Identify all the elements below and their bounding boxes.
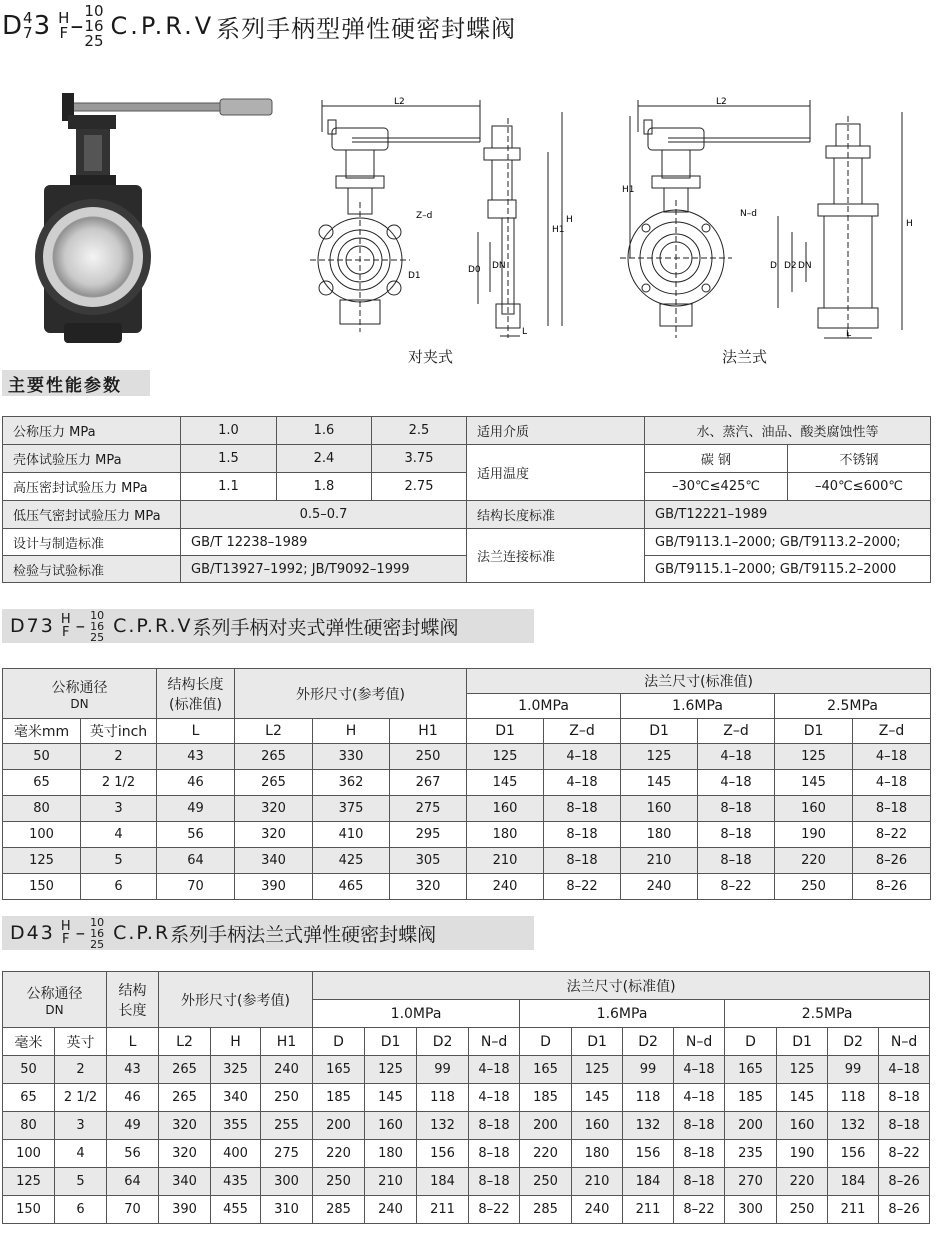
- wafer-drawing: [296, 92, 586, 344]
- table-cell: 265: [235, 770, 313, 796]
- table-cell: 200: [725, 1112, 777, 1140]
- table-cell: 250: [777, 1196, 828, 1224]
- table-cell: 4–18: [698, 770, 775, 796]
- table-cell: 220: [520, 1140, 572, 1168]
- table-cell: 190: [775, 822, 853, 848]
- table-cell: 425: [313, 848, 390, 874]
- flange-header: 法兰尺寸(标准值): [313, 972, 930, 1000]
- label-H1: H1: [552, 225, 565, 235]
- table-cell: 99: [623, 1056, 674, 1084]
- table-cell: 250: [261, 1084, 313, 1112]
- table-cell: 2: [81, 744, 157, 770]
- table-cell: 46: [107, 1084, 159, 1112]
- table-cell: 325: [211, 1056, 261, 1084]
- table-cell: 49: [157, 796, 235, 822]
- table-cell: 455: [211, 1196, 261, 1224]
- table-cell: 265: [235, 744, 313, 770]
- table-cell: 375: [313, 796, 390, 822]
- label-D: D: [770, 261, 777, 271]
- table-cell: 2 1/2: [81, 770, 157, 796]
- table-cell: 43: [107, 1056, 159, 1084]
- table-cell: 8–18: [674, 1112, 725, 1140]
- table-cell: 4–18: [544, 744, 621, 770]
- table-cell: 190: [777, 1140, 828, 1168]
- table-cell: 145: [467, 770, 544, 796]
- table-cell: 210: [467, 848, 544, 874]
- table-cell: 184: [417, 1168, 469, 1196]
- table-cell: 285: [520, 1196, 572, 1224]
- table-cell: 8–26: [853, 874, 931, 900]
- table-cell: 235: [725, 1140, 777, 1168]
- table-row: [3, 796, 931, 822]
- length-header: 结构 长度: [107, 972, 159, 1028]
- label-L: L: [522, 327, 528, 337]
- perf-row: 公称压力 MPa 1.0 1.6 2.5 适用介质 水、蒸汽、油品、酸类腐蚀性等: [3, 417, 931, 445]
- table-cell: 465: [313, 874, 390, 900]
- table-cell: 70: [107, 1196, 159, 1224]
- table-cell: 240: [572, 1196, 623, 1224]
- series-name: 系列手柄型弹性硬密封蝶阀: [216, 14, 517, 43]
- table-cell: 275: [390, 796, 467, 822]
- table-cell: 185: [725, 1084, 777, 1112]
- performance-table: [2, 416, 931, 583]
- table-cell: 300: [261, 1168, 313, 1196]
- table-cell: 8–18: [469, 1140, 520, 1168]
- table-cell: 250: [520, 1168, 572, 1196]
- title-dash: –: [70, 11, 84, 41]
- table-cell: 100: [3, 1140, 55, 1168]
- table-cell: 4–18: [853, 770, 931, 796]
- dn-header: 公称通径 DN: [3, 669, 157, 719]
- table-cell: 240: [365, 1196, 417, 1224]
- table-cell: 270: [725, 1168, 777, 1196]
- table-cell: 8–22: [879, 1140, 930, 1168]
- table-cell: 4–18: [879, 1056, 930, 1084]
- table-cell: 8–22: [544, 874, 621, 900]
- table-cell: 125: [777, 1056, 828, 1084]
- table-cell: 8–18: [879, 1112, 930, 1140]
- table-cell: 8–22: [853, 822, 931, 848]
- table-cell: 340: [211, 1084, 261, 1112]
- table-cell: 310: [261, 1196, 313, 1224]
- table-cell: 211: [623, 1196, 674, 1224]
- table-cell: 165: [313, 1056, 365, 1084]
- table-cell: 125: [775, 744, 853, 770]
- table-cell: 2: [55, 1056, 107, 1084]
- table-cell: 320: [235, 796, 313, 822]
- table-cell: 80: [3, 796, 81, 822]
- table-cell: 160: [572, 1112, 623, 1140]
- table-cell: 8–18: [544, 848, 621, 874]
- table-cell: 285: [313, 1196, 365, 1224]
- table-cell: 145: [621, 770, 698, 796]
- table-cell: 160: [365, 1112, 417, 1140]
- flange-header: 法兰尺寸(标准值): [467, 669, 931, 694]
- table-row: [3, 744, 931, 770]
- table-cell: 180: [572, 1140, 623, 1168]
- outline-header: 外形尺寸(参考值): [235, 669, 467, 719]
- table-cell: 49: [107, 1112, 159, 1140]
- table-cell: 118: [623, 1084, 674, 1112]
- table-cell: 64: [107, 1168, 159, 1196]
- table-cell: 70: [157, 874, 235, 900]
- table-cell: 46: [157, 770, 235, 796]
- table-cell: 250: [313, 1168, 365, 1196]
- table-cell: 56: [107, 1140, 159, 1168]
- model-prefix: D: [2, 11, 23, 41]
- label-DN: DN: [798, 261, 812, 271]
- table-cell: 4: [81, 822, 157, 848]
- table-row: [3, 1140, 930, 1168]
- table-cell: 125: [365, 1056, 417, 1084]
- label-D1: D1: [408, 271, 421, 281]
- table-cell: 118: [417, 1084, 469, 1112]
- table-cell: 435: [211, 1168, 261, 1196]
- table-cell: 156: [623, 1140, 674, 1168]
- table-cell: 275: [261, 1140, 313, 1168]
- table-cell: 165: [725, 1056, 777, 1084]
- label-D2: D2: [784, 261, 797, 271]
- label-H: H: [566, 215, 573, 225]
- table-cell: 180: [365, 1140, 417, 1168]
- table-cell: 8–18: [698, 822, 775, 848]
- table-cell: 132: [623, 1112, 674, 1140]
- table-cell: 8–26: [853, 848, 931, 874]
- perf-row: 检验与试验标准 GB/T13927–1992; JB/T9092–1999 GB/T9115.1–2000; GB/T9115.2–2000: [3, 556, 931, 583]
- table-cell: 160: [775, 796, 853, 822]
- table-cell: 8–26: [879, 1196, 930, 1224]
- table-row: [3, 1056, 930, 1084]
- perf-row: 设计与制造标准 GB/T 12238–1989 法兰连接标准 GB/T9113.1–2000; GB/T9113.2–2000;: [3, 529, 931, 556]
- table-cell: 118: [828, 1084, 879, 1112]
- table-cell: 5: [55, 1168, 107, 1196]
- table-cell: 220: [775, 848, 853, 874]
- label-L: L: [846, 329, 852, 339]
- table-cell: 8–18: [674, 1140, 725, 1168]
- table-cell: 8–26: [879, 1168, 930, 1196]
- table-cell: 267: [390, 770, 467, 796]
- label-H1: H1: [622, 185, 635, 195]
- table-cell: 125: [467, 744, 544, 770]
- table-cell: 4: [55, 1140, 107, 1168]
- table-cell: 160: [777, 1112, 828, 1140]
- table-cell: 160: [621, 796, 698, 822]
- table-cell: 300: [725, 1196, 777, 1224]
- table-cell: 295: [390, 822, 467, 848]
- table-cell: 50: [3, 744, 81, 770]
- table-cell: 8–18: [544, 796, 621, 822]
- table-cell: 50: [3, 1056, 55, 1084]
- label-L2: L2: [716, 97, 727, 107]
- table-cell: 220: [777, 1168, 828, 1196]
- table-cell: 390: [159, 1196, 211, 1224]
- table-cell: 250: [390, 744, 467, 770]
- table-cell: 99: [828, 1056, 879, 1084]
- performance-heading: 主要性能参数: [2, 370, 150, 396]
- table-cell: 8–22: [469, 1196, 520, 1224]
- label-Nd: N–d: [740, 209, 757, 219]
- table-cell: 410: [313, 822, 390, 848]
- table-cell: 8–18: [698, 848, 775, 874]
- table-cell: 8–22: [698, 874, 775, 900]
- table-cell: 65: [3, 770, 81, 796]
- table-cell: 320: [235, 822, 313, 848]
- table-cell: 132: [828, 1112, 879, 1140]
- table-row: [3, 770, 931, 796]
- table-row: [3, 822, 931, 848]
- valve-photo: [30, 85, 280, 347]
- table-cell: 165: [520, 1056, 572, 1084]
- table-cell: 320: [159, 1112, 211, 1140]
- page-title: [2, 2, 516, 50]
- table-cell: 150: [3, 1196, 55, 1224]
- flanged-table: 公称通径 DN 结构 长度 外形尺寸(参考值) 法兰尺寸(标准值) 1.0MPa 1.6MPa 2.5MPa 毫米 英寸 L L2 H H1 D D1 D2 N–d D D1 D2 N–d D D1 D2 N–d 50 2 43 265 325 240 165 125 99 4–18 165 125 99 4–18 165 125 99 4–18 65 2 1/2 46 265 340 250 185 145 118 4–18 185 145 118 4–18 185 145 118 8–18 80 3 49 320 355 255 200 160 132 8–18 200 160 132 8–18 200 160 132 8–18 100 4 56 320 400 275 220 180 156 8–18 220 180 156 8–18 235 190 156 8–22 125 5 64 340 435 300 250 210 184 8–18 250 210 184 8–18 270 220 184 8–26 150 6 70 390 455 310 285 240 211 8–22 285 240 211 8–22 300 250 211 8–26: [2, 971, 930, 1224]
- table-row: [3, 1084, 930, 1112]
- perf-row: 低压气密封试验压力 MPa 0.5–0.7 结构长度标准 GB/T12221–1989: [3, 501, 931, 529]
- label-H: H: [906, 219, 913, 229]
- table-cell: 8–18: [698, 796, 775, 822]
- table-cell: 8–18: [469, 1168, 520, 1196]
- seal-fraction: H F: [58, 9, 70, 42]
- table-cell: 125: [3, 848, 81, 874]
- table-cell: 56: [157, 822, 235, 848]
- table-cell: 210: [365, 1168, 417, 1196]
- table-cell: 4–18: [674, 1084, 725, 1112]
- wafer-table: 公称通径 DN 结构长度 (标准值) 外形尺寸(参考值) 法兰尺寸(标准值) 1.0MPa 1.6MPa 2.5MPa 毫米mm 英寸inch L L2 H H1 D1 Z–d D1 Z–d D1 Z–d 50 2 43 265 330 250 125 4–18 125 4–18 125 4–18 65 2 1/2 46 265 362 267 145 4–18 145 4–18 145 4–18 80 3 49 320 375 275 160 8–18 160 8–18 160 8–18 100 4 56 320 410 295 180 8–18 180 8–18 190 8–22 125 5 64 340 425 305 210 8–18 210 8–18 220 8–26 150 6 70 390 465 320 240 8–22 240 8–22 250 8–26: [2, 668, 931, 900]
- table-cell: 156: [828, 1140, 879, 1168]
- table-cell: 240: [261, 1056, 313, 1084]
- table-cell: 125: [3, 1168, 55, 1196]
- type-fraction: 4 7: [23, 9, 33, 42]
- table-cell: 390: [235, 874, 313, 900]
- table-cell: 210: [572, 1168, 623, 1196]
- wafer-caption: 对夹式: [408, 348, 454, 366]
- table-cell: 265: [159, 1084, 211, 1112]
- label-D0: D0: [468, 265, 481, 275]
- flanged-heading: D43 H F – 10 16 25 C.P.R 系列手柄法兰式弹性硬密封蝶阀: [2, 916, 534, 950]
- table-cell: 2 1/2: [55, 1084, 107, 1112]
- table-cell: 100: [3, 822, 81, 848]
- table-cell: 362: [313, 770, 390, 796]
- table-cell: 125: [621, 744, 698, 770]
- table-cell: 320: [159, 1140, 211, 1168]
- table-cell: 4–18: [469, 1056, 520, 1084]
- table-cell: 4–18: [853, 744, 931, 770]
- table-cell: 8–18: [469, 1112, 520, 1140]
- table-cell: 160: [467, 796, 544, 822]
- table-cell: 220: [313, 1140, 365, 1168]
- table-cell: 65: [3, 1084, 55, 1112]
- table-cell: 185: [313, 1084, 365, 1112]
- table-cell: 145: [777, 1084, 828, 1112]
- pressure-stack: 10 16 25: [84, 1, 104, 50]
- flange-caption: 法兰式: [722, 348, 768, 366]
- table-row: [3, 1168, 930, 1196]
- table-cell: 320: [390, 874, 467, 900]
- table-cell: 43: [157, 744, 235, 770]
- table-cell: 340: [159, 1168, 211, 1196]
- table-cell: 145: [365, 1084, 417, 1112]
- table-cell: 6: [55, 1196, 107, 1224]
- table-row: [3, 848, 931, 874]
- table-cell: 185: [520, 1084, 572, 1112]
- table-cell: 340: [235, 848, 313, 874]
- length-header: 结构长度 (标准值): [157, 669, 235, 719]
- table-cell: 8–18: [853, 796, 931, 822]
- table-cell: 4–18: [698, 744, 775, 770]
- table-cell: 145: [775, 770, 853, 796]
- perf-row: 高压密封试验压力 MPa 1.1 1.8 2.75 –30℃≤425℃ –40℃≤600℃: [3, 473, 931, 501]
- table-cell: 4–18: [674, 1056, 725, 1084]
- outline-header: 外形尺寸(参考值): [159, 972, 313, 1028]
- label-L2: L2: [394, 97, 405, 107]
- table-cell: 4–18: [469, 1084, 520, 1112]
- table-cell: 211: [828, 1196, 879, 1224]
- table-row: [3, 874, 931, 900]
- label-DN: DN: [492, 261, 506, 271]
- table-cell: 6: [81, 874, 157, 900]
- table-cell: 210: [621, 848, 698, 874]
- table-cell: 211: [417, 1196, 469, 1224]
- table-cell: 200: [520, 1112, 572, 1140]
- flange-drawing: [620, 92, 920, 346]
- table-cell: 250: [775, 874, 853, 900]
- table-cell: 3: [81, 796, 157, 822]
- table-cell: 150: [3, 874, 81, 900]
- table-cell: 330: [313, 744, 390, 770]
- table-cell: 5: [81, 848, 157, 874]
- table-cell: 240: [621, 874, 698, 900]
- table-cell: 180: [467, 822, 544, 848]
- perf-row: 壳体试验压力 MPa 1.5 2.4 3.75 适用温度 碳 钢 不锈钢: [3, 445, 931, 473]
- table-row: [3, 1196, 930, 1224]
- series-code: C.P.R.V: [110, 12, 215, 40]
- table-cell: 64: [157, 848, 235, 874]
- table-cell: 8–18: [544, 822, 621, 848]
- label-Zd: Z–d: [416, 211, 433, 221]
- table-cell: 305: [390, 848, 467, 874]
- dn-header: 公称通径 DN: [3, 972, 107, 1028]
- table-cell: 8–22: [674, 1196, 725, 1224]
- table-cell: 184: [623, 1168, 674, 1196]
- table-cell: 156: [417, 1140, 469, 1168]
- model-mid: 3: [33, 11, 51, 41]
- table-cell: 125: [572, 1056, 623, 1084]
- table-cell: 99: [417, 1056, 469, 1084]
- table-cell: 8–18: [879, 1084, 930, 1112]
- table-cell: 132: [417, 1112, 469, 1140]
- table-cell: 200: [313, 1112, 365, 1140]
- table-cell: 145: [572, 1084, 623, 1112]
- table-cell: 255: [261, 1112, 313, 1140]
- table-cell: 355: [211, 1112, 261, 1140]
- table-cell: 265: [159, 1056, 211, 1084]
- table-cell: 8–18: [674, 1168, 725, 1196]
- table-cell: 180: [621, 822, 698, 848]
- table-cell: 400: [211, 1140, 261, 1168]
- table-cell: 4–18: [544, 770, 621, 796]
- table-cell: 184: [828, 1168, 879, 1196]
- wafer-heading: D73 H F – 10 16 25 C.P.R.V 系列手柄对夹式弹性硬密封蝶阀: [2, 609, 534, 643]
- table-cell: 240: [467, 874, 544, 900]
- table-cell: 80: [3, 1112, 55, 1140]
- table-cell: 3: [55, 1112, 107, 1140]
- table-row: [3, 1112, 930, 1140]
